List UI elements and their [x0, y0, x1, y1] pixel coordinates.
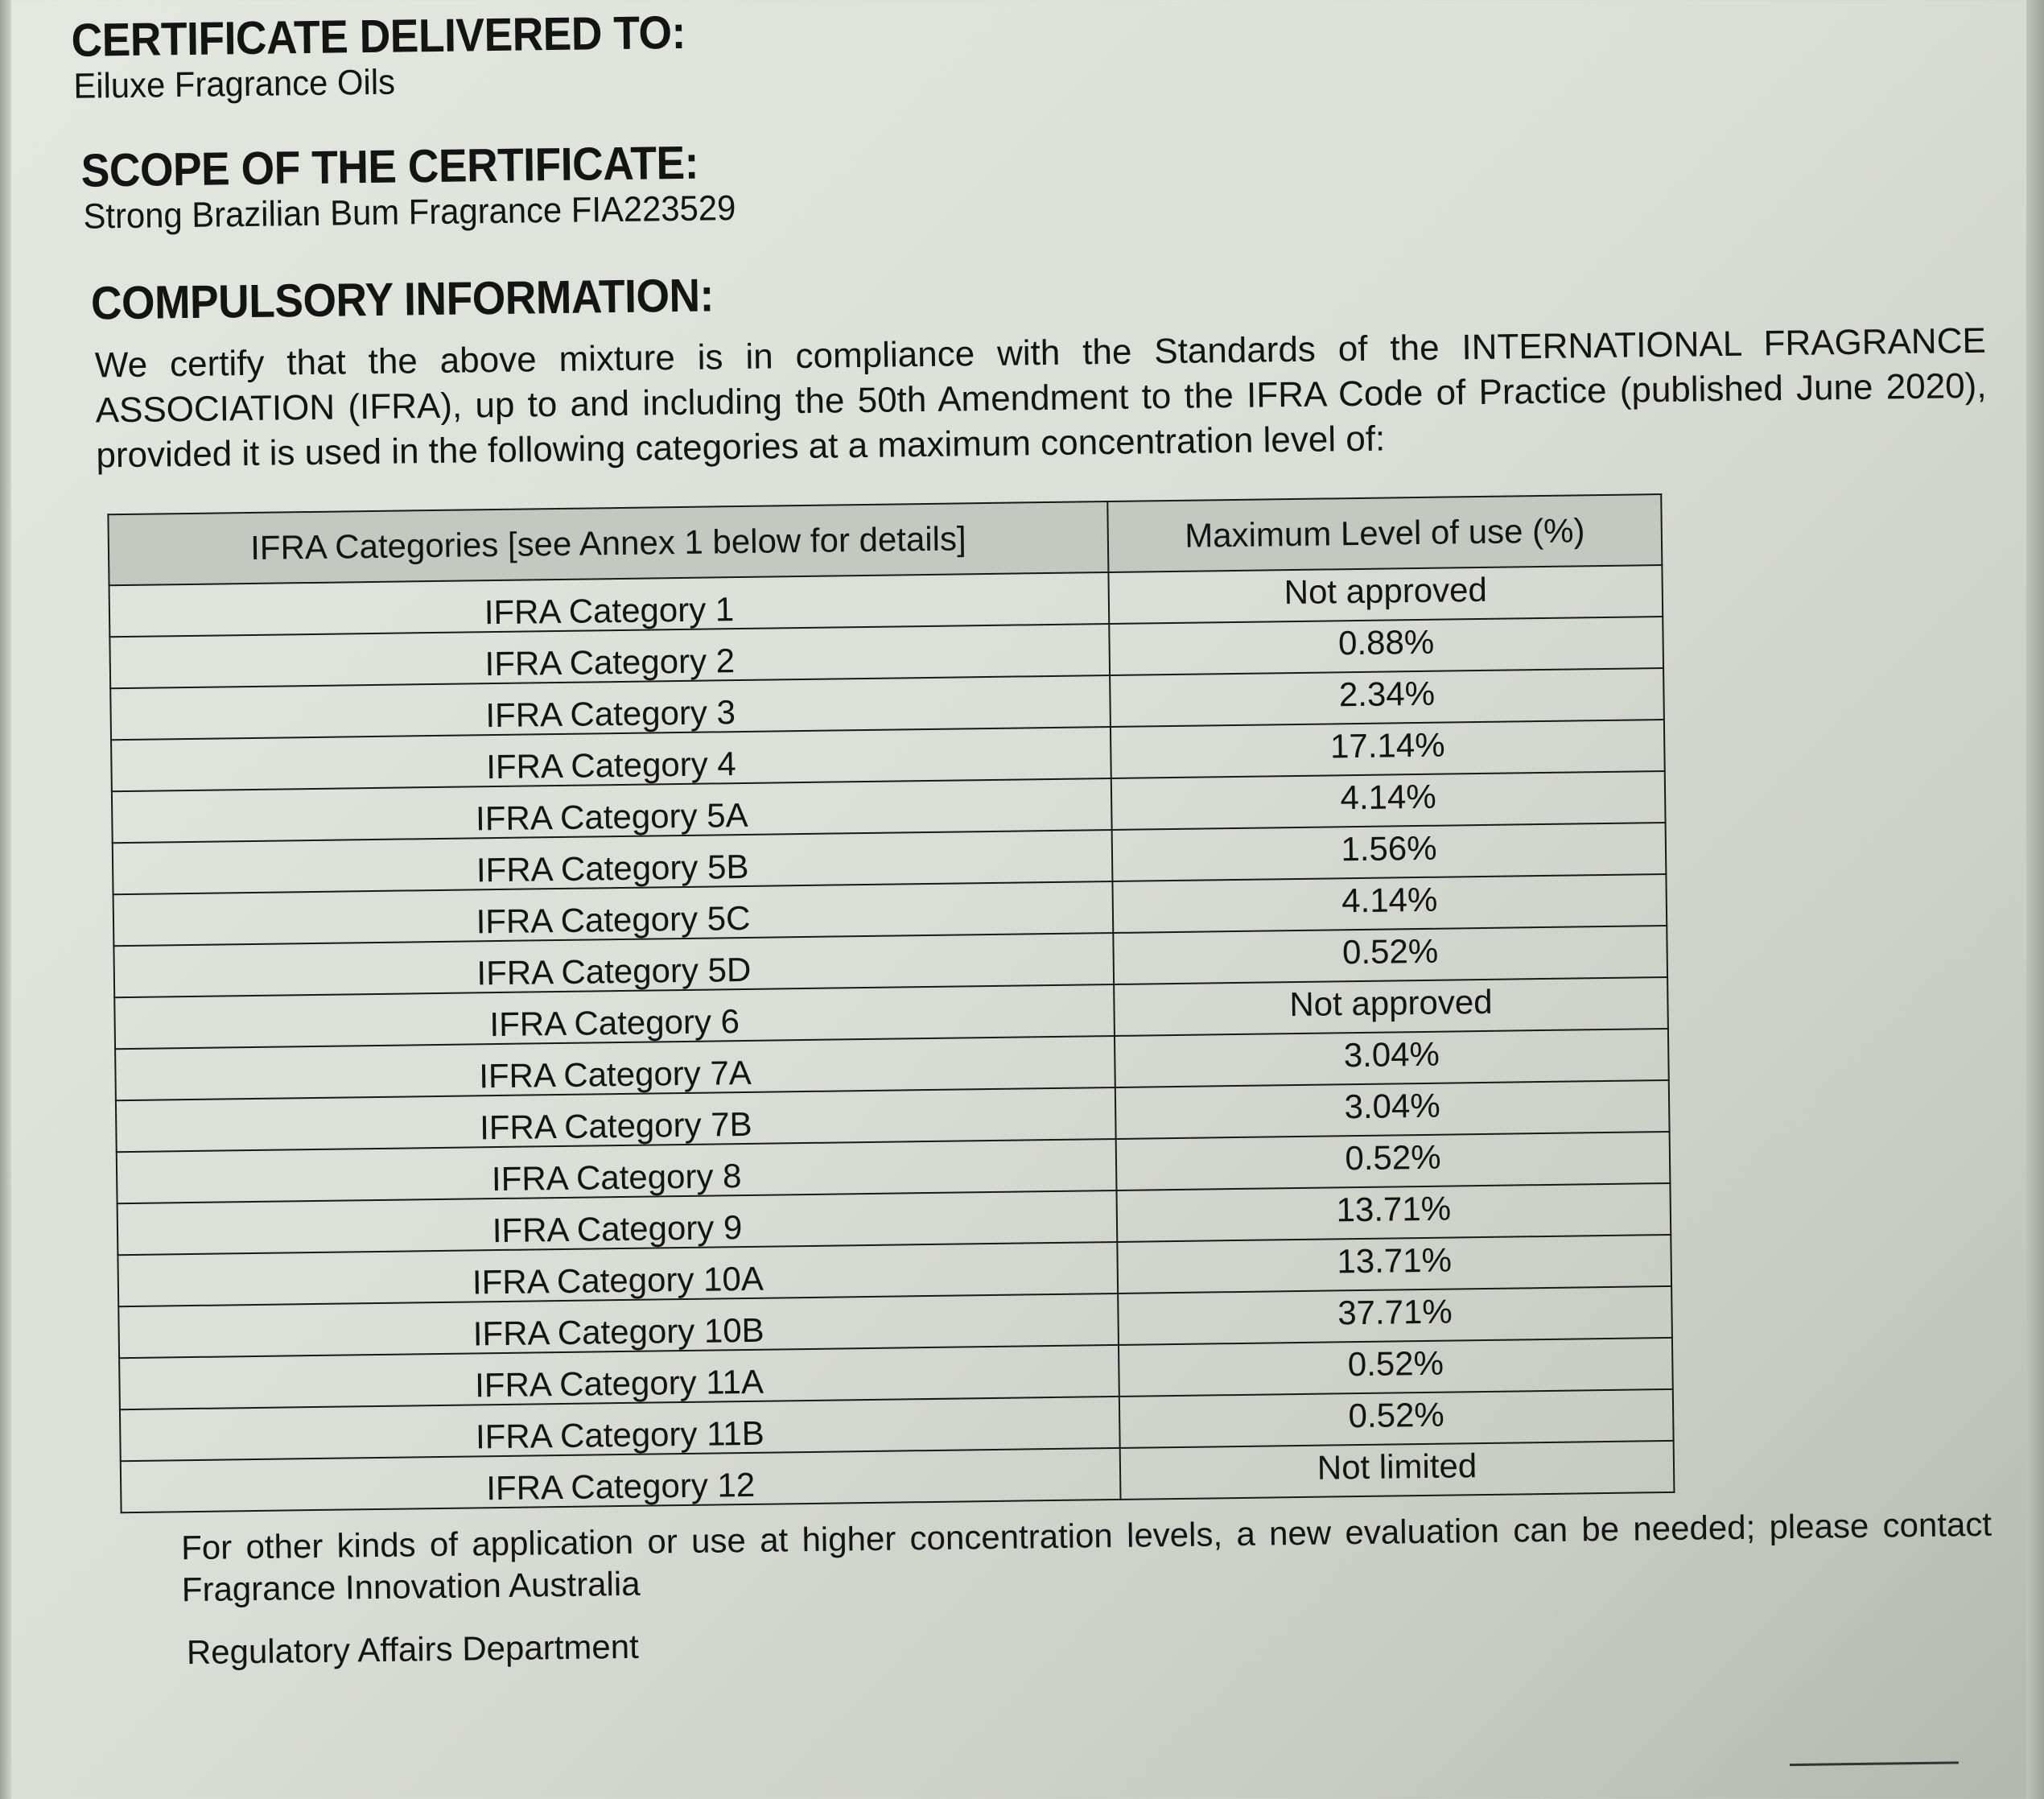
- category-label: IFRA Category 11B: [475, 1413, 765, 1456]
- category-label: IFRA Category 7A: [478, 1053, 752, 1095]
- category-label: IFRA Category 12: [486, 1465, 756, 1508]
- category-label: IFRA Category 9: [492, 1208, 743, 1250]
- category-label: IFRA Category 2: [484, 642, 736, 683]
- category-label: IFRA Category 1: [484, 590, 735, 632]
- max-level-cell: 1.56%: [1112, 823, 1667, 881]
- max-level-cell: 0.52%: [1116, 1132, 1671, 1190]
- compliance-statement: We certify that the above mixture is in compliance with the Standards of the INTERNATIONAL FRAGRANCE ASSOCIATION (IFRA), up to and including the 50th Amendment to the IFRA Code of Practice (published June 2020), provided it is used in the following categories at a maximum concentration level of:: [94, 320, 1987, 476]
- category-label: IFRA Category 5C: [476, 898, 751, 941]
- max-level-cell: 0.52%: [1113, 926, 1667, 984]
- max-level-cell: 0.88%: [1109, 617, 1663, 675]
- category-label: IFRA Category 7B: [479, 1104, 752, 1147]
- max-level-cell: Not approved: [1114, 977, 1668, 1036]
- footer-note-line2: Fragrance Innovation Australia: [181, 1564, 641, 1609]
- max-level-cell: 0.52%: [1119, 1389, 1674, 1448]
- category-label: IFRA Category 6: [489, 1002, 740, 1044]
- max-level-column-header: Maximum Level of use (%): [1107, 494, 1662, 572]
- footer-note: [181, 1504, 1992, 1611]
- delivered-to-heading: CERTIFICATE DELIVERED TO:: [71, 6, 686, 67]
- signature-rule: [1790, 1761, 1959, 1766]
- max-level-cell: Not limited: [1120, 1441, 1675, 1500]
- max-level-cell: 13.71%: [1117, 1235, 1671, 1294]
- category-label: IFRA Category 5A: [475, 795, 748, 838]
- category-label: IFRA Category 5D: [476, 950, 752, 992]
- category-label: IFRA Category 10A: [472, 1259, 764, 1302]
- max-level-cell: Not approved: [1108, 565, 1663, 624]
- category-label: IFRA Category 8: [491, 1157, 742, 1199]
- category-label: IFRA Category 11A: [474, 1362, 764, 1405]
- max-level-cell: 3.04%: [1115, 1029, 1669, 1087]
- scope-heading: SCOPE OF THE CERTIFICATE:: [80, 136, 699, 197]
- department-signature: Regulatory Affairs Department: [186, 1627, 639, 1672]
- delivered-to-value: Eiluxe Fragrance Oils: [73, 62, 396, 106]
- compulsory-heading: COMPULSORY INFORMATION:: [90, 269, 715, 330]
- max-level-cell: 3.04%: [1115, 1080, 1670, 1139]
- category-label: IFRA Category 5B: [476, 847, 749, 889]
- footer-note-line1: For other kinds of application or use at higher concentration levels, a new evaluation can be needed; please contact: [180, 1504, 1992, 1567]
- max-level-cell: 0.52%: [1119, 1338, 1673, 1397]
- max-level-cell: 37.71%: [1118, 1286, 1672, 1345]
- max-level-cell: 4.14%: [1112, 874, 1667, 933]
- max-level-cell: 13.71%: [1116, 1183, 1671, 1242]
- category-label: IFRA Category 3: [485, 693, 736, 735]
- max-level-cell: 2.34%: [1110, 668, 1664, 727]
- ifra-categories-table: [107, 493, 1675, 1513]
- table-body: [109, 565, 1675, 1512]
- scope-value: Strong Brazilian Bum Fragrance FIA223529: [83, 188, 736, 237]
- max-level-cell: 17.14%: [1111, 720, 1665, 778]
- category-label: IFRA Category 4: [485, 745, 737, 786]
- category-column-header: IFRA Categories [see Annex 1 below for details]: [108, 501, 1108, 585]
- max-level-cell: 4.14%: [1111, 771, 1666, 830]
- category-label: IFRA Category 10B: [472, 1310, 764, 1353]
